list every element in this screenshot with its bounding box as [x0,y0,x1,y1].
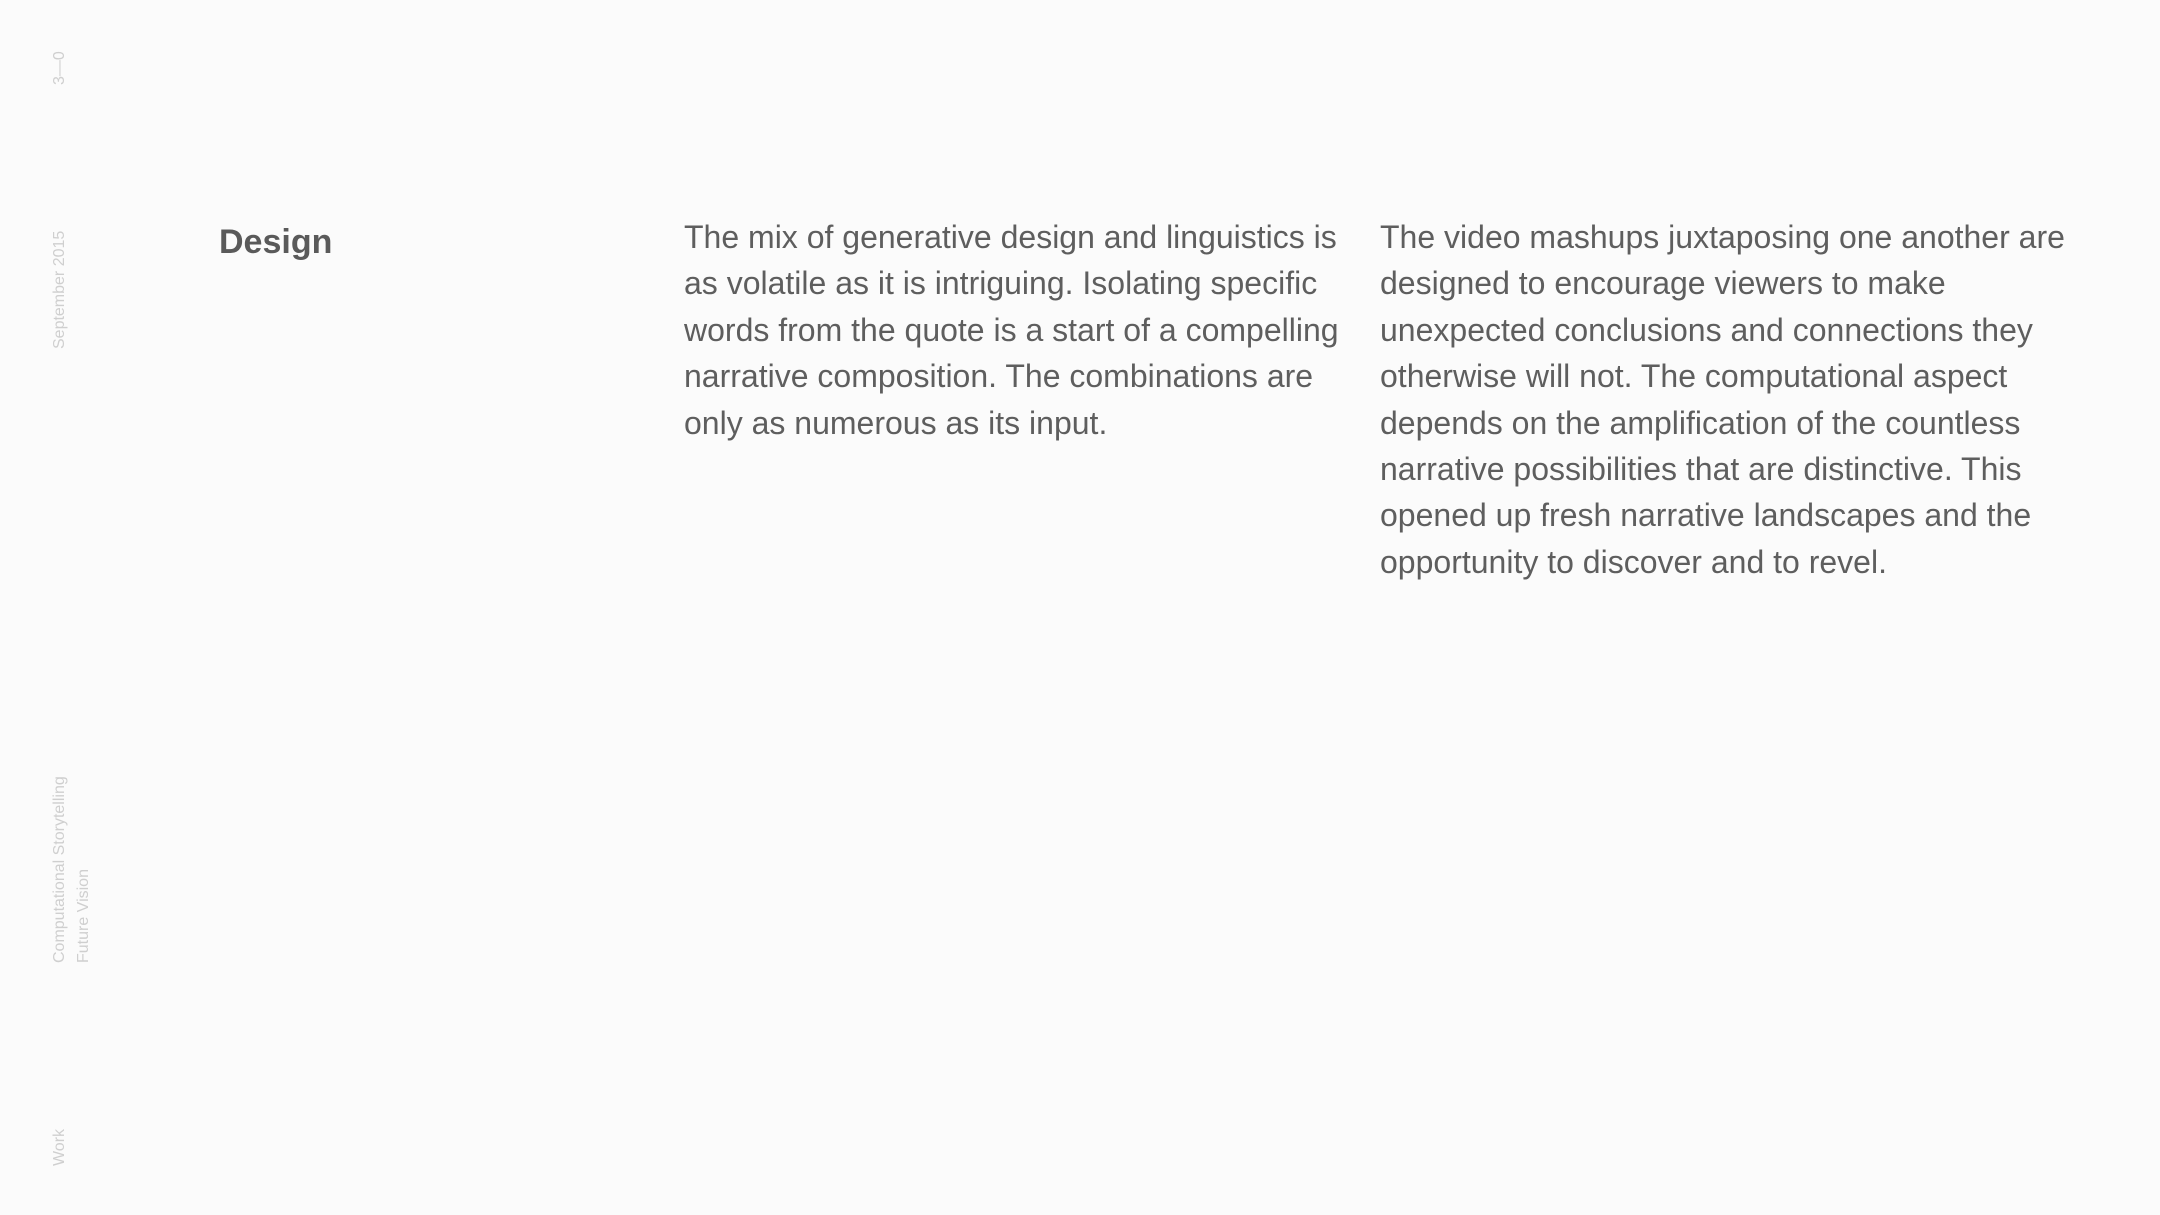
slide-number: 3—0 [51,51,68,85]
section-label: Work [51,1128,68,1166]
project-title: Computational Storytelling [51,776,68,963]
project-label [48,776,96,963]
body-text-left: The mix of generative design and linguistics is as volatile as it is intriguing. Isolating specific words from the quote is a start of a compelling narrative composition. The combinations are only as numerous as its input. [684,219,1339,441]
project-subtitle: Future Vision [75,869,92,963]
body-text-right: The video mashups juxtaposing one another are designed to encourage viewers to make unexpected conclusions and connections they otherwise will not. The computational aspect depends on the amplification of the countless narrative possibilities that are distinctive. This opened up fresh narrative landscapes and the opportunity to discover and to revel. [1380,219,2065,580]
section-heading: Design [219,223,333,261]
date-label: September 2015 [51,230,68,349]
